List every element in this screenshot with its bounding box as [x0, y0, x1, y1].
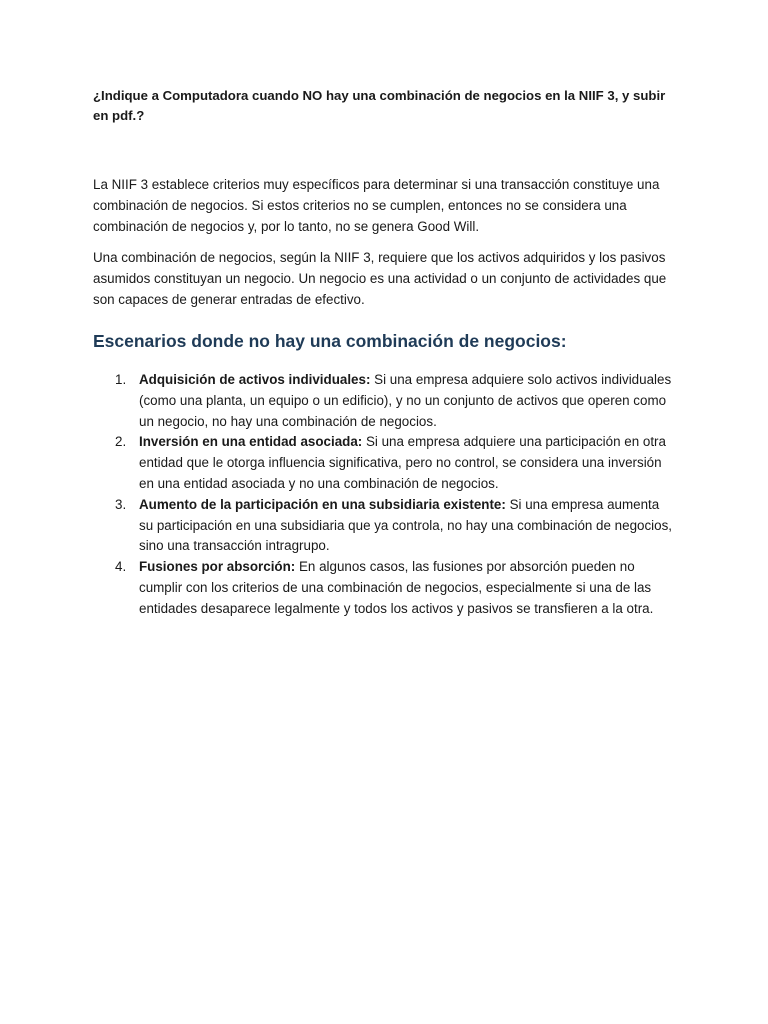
question-title: ¿Indique a Computadora cuando NO hay una combinación de negocios en la NIIF 3, y subir en pdf.?	[93, 88, 666, 123]
list-item	[93, 495, 673, 557]
scenario-list	[93, 370, 673, 620]
list-item	[93, 557, 673, 619]
list-item	[93, 432, 673, 494]
list-item-text: Si una empresa adquiere una participación en otra entidad que le otorga influencia significativa, pero no control, se considera una inversión en una entidad asociada y no una combinación de negocios.	[139, 434, 666, 491]
list-item-term: Adquisición de activos individuales:	[139, 372, 371, 387]
list-item-text: Si una empresa aumenta su participación en una subsidiaria que ya controla, no hay una combinación de negocios, sino una transacción intragrupo.	[139, 496, 672, 554]
list-item-term: Aumento de la participación en una subsidiaria existente:	[139, 496, 506, 512]
list-item-text: Si una empresa adquiere solo activos individuales (como una planta, un equipo o un edificio), y no un conjunto de activos que operen como un negocio, no hay una combinación de negocios.	[139, 372, 672, 429]
list-item-number: 4.	[115, 559, 127, 575]
list-item-text: En algunos casos, las fusiones por absorción pueden no cumplir con los criterios de una combinación de negocios, especialmente si una de las entidades desaparece legalmente y todos los activos y pasivos se transfieren a la otra.	[139, 559, 654, 616]
list-item-term: Inversión en una entidad asociada:	[139, 434, 363, 450]
document-page	[93, 86, 673, 620]
definition-paragraph: Una combinación de negocios, según la NIIF 3, requiere que los activos adquiridos y los pasivos asumidos constituyan un negocio. Un negocio es una actividad o un conjunto de actividades que son capaces de generar entradas de efectivo.	[93, 250, 667, 307]
list-item-number: 2.	[115, 434, 127, 450]
section-heading: Escenarios donde no hay una combinación de negocios:	[93, 331, 567, 351]
list-item-number: 3.	[115, 496, 127, 512]
intro-paragraph: La NIIF 3 establece criterios muy específicos para determinar si una transacción constituye una combinación de negocios. Si estos criterios no se cumplen, entonces no se considera una combinación de negocios y, por lo tanto, no se genera Good Will.	[93, 177, 660, 234]
list-item-term: Fusiones por absorción:	[139, 559, 296, 575]
list-item	[93, 370, 673, 432]
list-item-number: 1.	[115, 372, 127, 387]
